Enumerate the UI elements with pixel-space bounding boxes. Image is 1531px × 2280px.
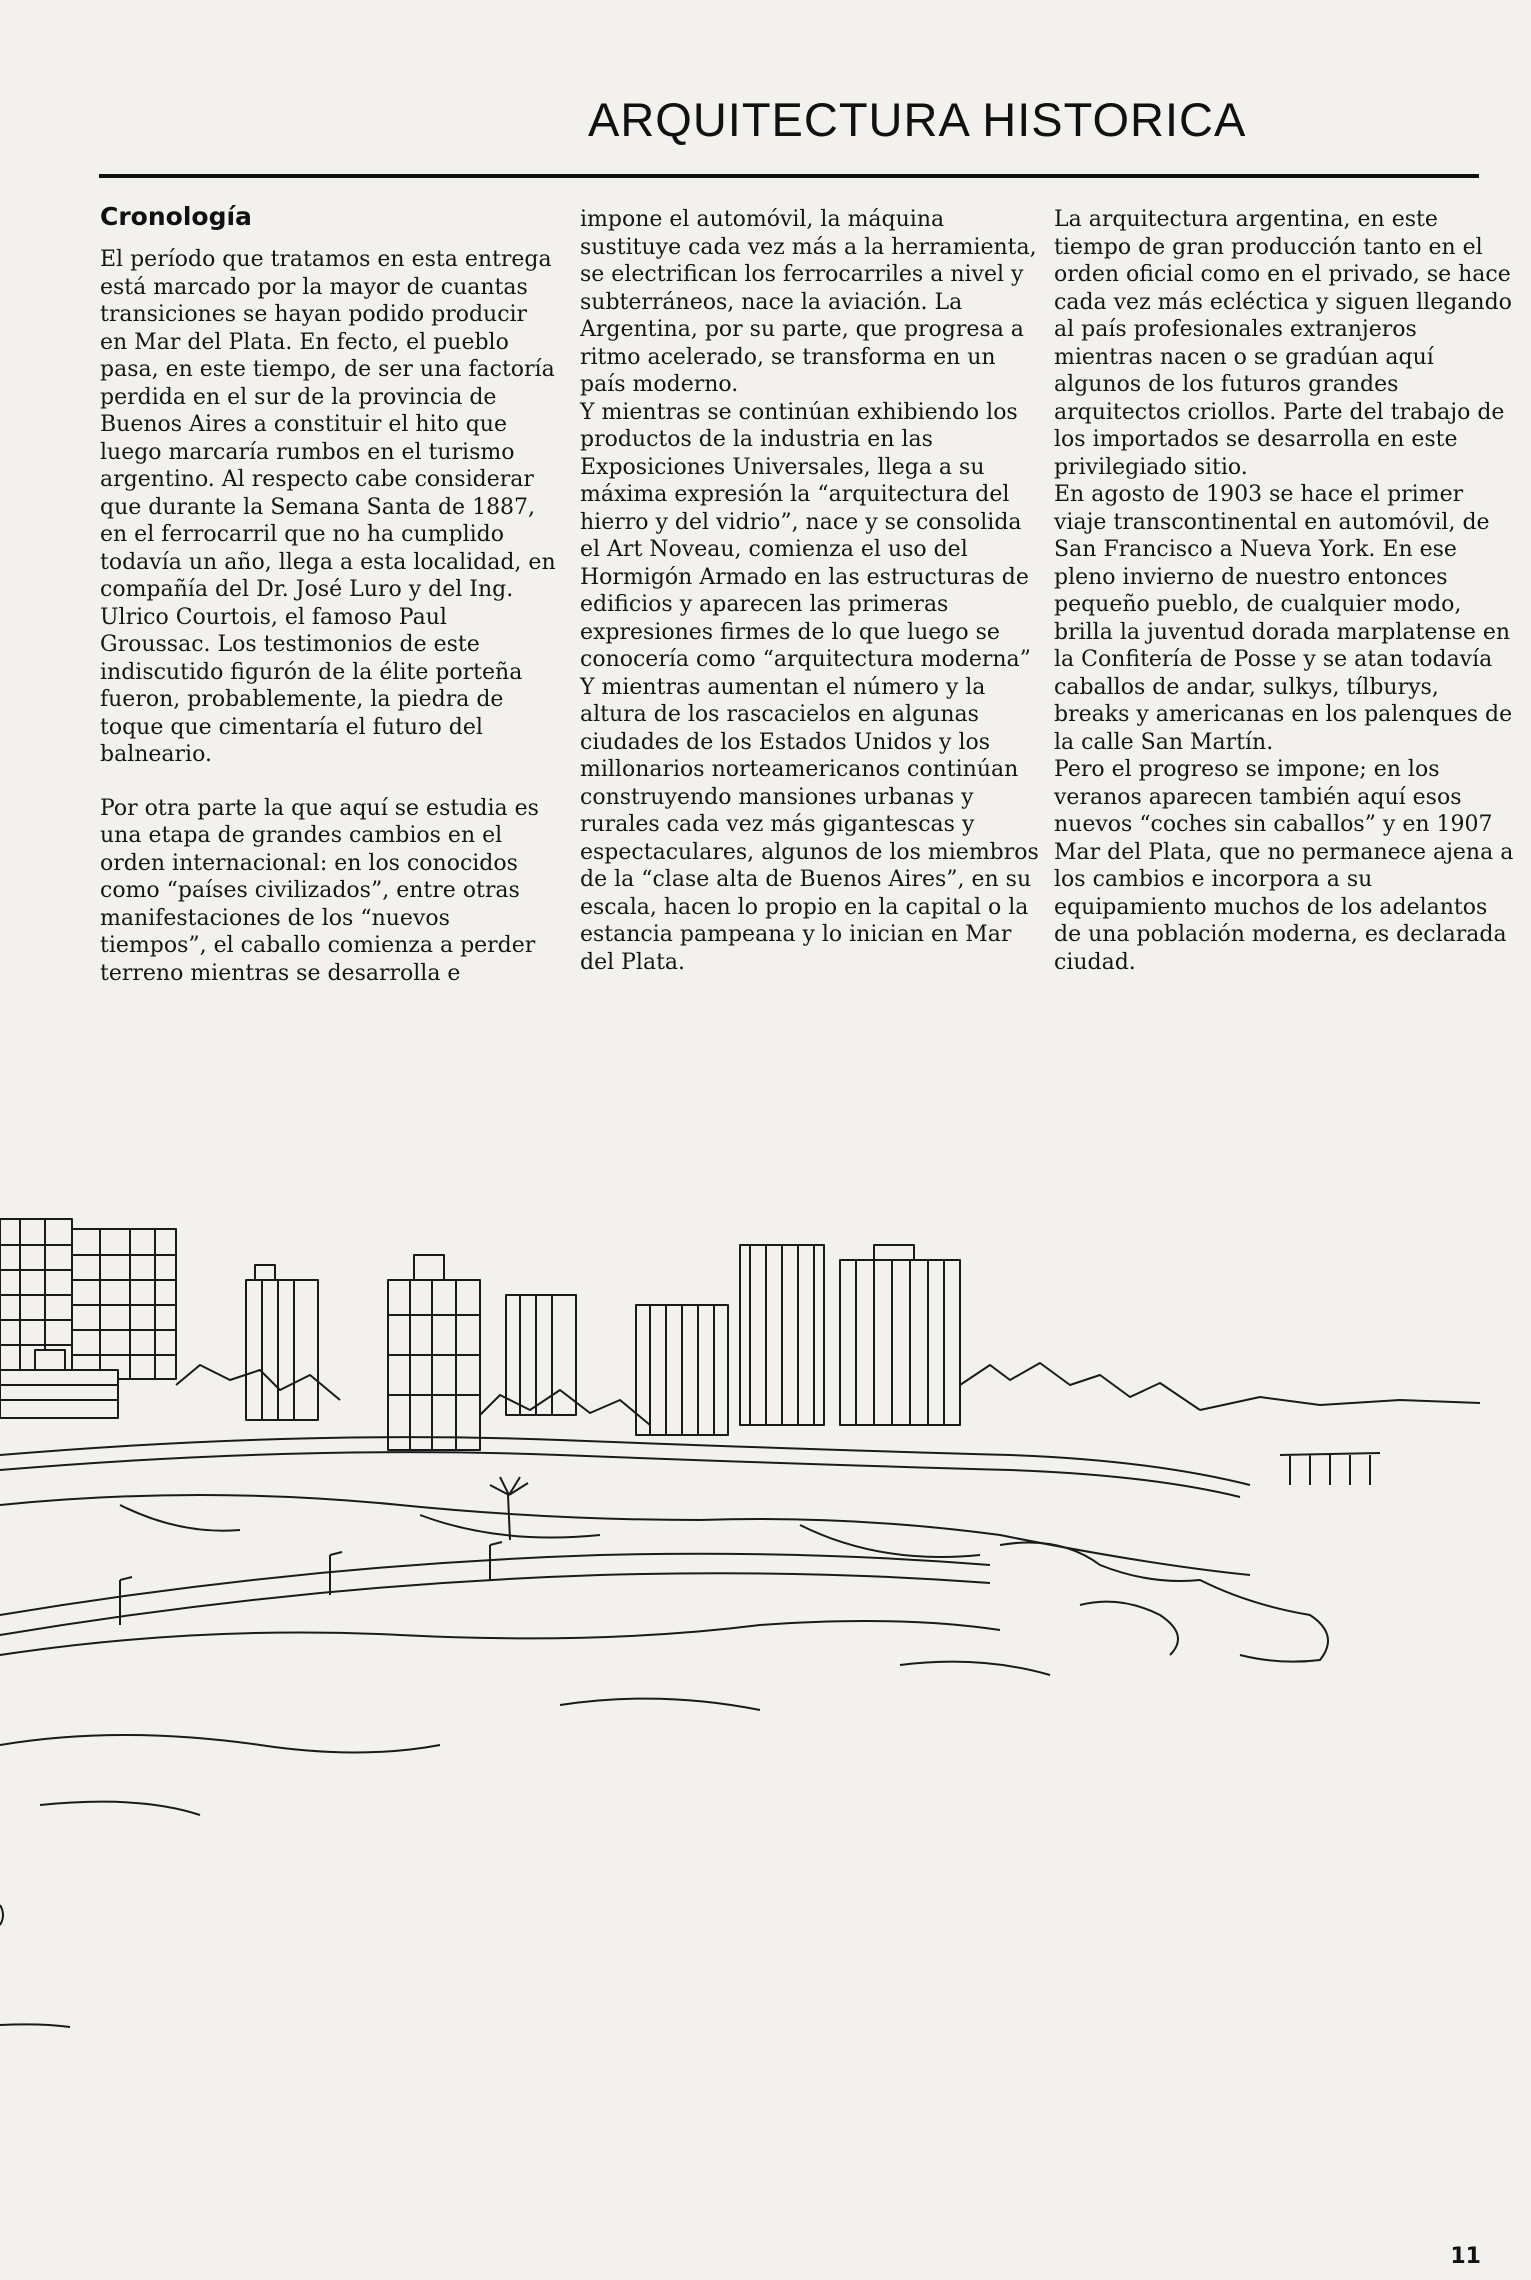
paragraph: El período que tratamos en esta entrega está marcado por la mayor de cuantas transiciones se hayan podido producir en Mar del Plata. En fecto, el pueblo pasa, en este tiempo, de ser una factoría perdida en el sur de la provincia de Buenos Aires a constituir el hito que luego marcaría rumbos en el turismo argentino. Al respecto cabe considerar que durante la Semana Santa de 1887, en el ferrocarril que no ha cumplido todavía un año, llega a esta localidad, en compañía del Dr. José Luro y del Ing. Ulrico Courtois, el famoso Paul Groussac. Los testimonios de este indiscutido figurón de la élite porteña fueron, probablemente, la piedra de toque que cimentaría el futuro del balneario. — [100, 247, 556, 767]
page-title: ARQUITECTURA HISTORICA — [588, 93, 1247, 146]
pier — [1280, 1453, 1380, 1485]
cliff-line — [0, 1495, 1250, 1575]
paragraph: Pero el progreso se impone; en los veranos aparecen también aquí esos nuevos “coches sin caballos” y en 1907 Mar del Plata, que no permanece ajena a los cambios e incorpora a su equipamiento muchos de los adelantos de una población moderna, es declarada ciudad. — [1054, 757, 1514, 975]
building-tower-right-1 — [740, 1245, 824, 1425]
promenade — [0, 1554, 990, 1615]
title-rule — [99, 174, 1479, 178]
section-heading: Cronología — [100, 202, 252, 231]
paragraph: impone el automóvil, la máquina sustituye cada vez más a la herramienta, se electrifican los ferrocarriles a nivel y subterráneos, nace la aviación. La Argentina, por su parte, que progresa a ritmo acelerado, se transforma en un país moderno. — [580, 207, 1037, 397]
coastline-skyline-illustration — [0, 1185, 1531, 2085]
page-number: 11 — [1450, 2244, 1481, 2269]
text-column-3 — [1054, 206, 1514, 976]
paragraph: En agosto de 1903 se hace el primer viaje transcontinental en automóvil, de San Francisco a Nueva York. En ese pleno invierno de nuestro entonces pequeño pueblo, de cualquier modo, brilla la juventud dorada marplatense en la Confitería de Posse y se atan todavía caballos de andar, sulkys, tílburys, breaks y americanas en los palenques de la calle San Martín. — [1054, 482, 1513, 755]
paragraph: La arquitectura argentina, en este tiempo de gran producción tanto en el orden oficial como en el privado, se hace cada vez más ecléctica y siguen llegando al país profesionales extranjeros mientras nacen o se gradúan aquí algunos de los futuros grandes arquitectos criollos. Parte del trabajo de los importados se desarrolla en este privilegiado sitio. — [1054, 207, 1512, 480]
building-mid-2 — [388, 1255, 480, 1450]
beach-line — [0, 1621, 1000, 1655]
text-column-1 — [100, 200, 560, 987]
rocks — [1000, 1543, 1328, 1662]
building-mid-4 — [636, 1305, 728, 1435]
paragraph: Por otra parte la que aquí se estudia es una etapa de grandes cambios en el orden internacional: en los conocidos como “países civilizados”, entre otras manifestaciones de los “nuevos tiempos”, el caballo comienza a perder terreno mientras se desarrolla e — [100, 795, 539, 986]
building-mid-1 — [246, 1265, 318, 1420]
text-column-2 — [580, 206, 1040, 976]
paragraph: Y mientras se continúan exhibiendo los productos de la industria en las Exposiciones Universales, llega a su máxima expresión la “arquitectura del hierro y del vidrio”, nace y se consolida el Art Noveau, comienza el uso del Hormigón Armado en las estructuras de edificios y aparecen las primeras expresiones firmes de lo que luego se conocería como “arquitectura moderna” — [580, 399, 1031, 672]
palm-tree — [490, 1477, 528, 1540]
coastal-road — [0, 1437, 1250, 1485]
building-mid-3 — [506, 1295, 576, 1415]
paragraph: Y mientras aumentan el número y la altura de los rascacielos en algunas ciudades de los Estados Unidos y los millonarios norteamericanos continúan construyendo mansiones urbanas y rurales cada vez más gigantescas y espectaculares, algunos de los miembros de la “clase alta de Buenos Aires”, en su escala, hacen lo propio en la capital o la estancia pampeana y lo inician en Mar del Plata. — [580, 674, 1039, 975]
building-tower-right-2 — [840, 1245, 960, 1425]
